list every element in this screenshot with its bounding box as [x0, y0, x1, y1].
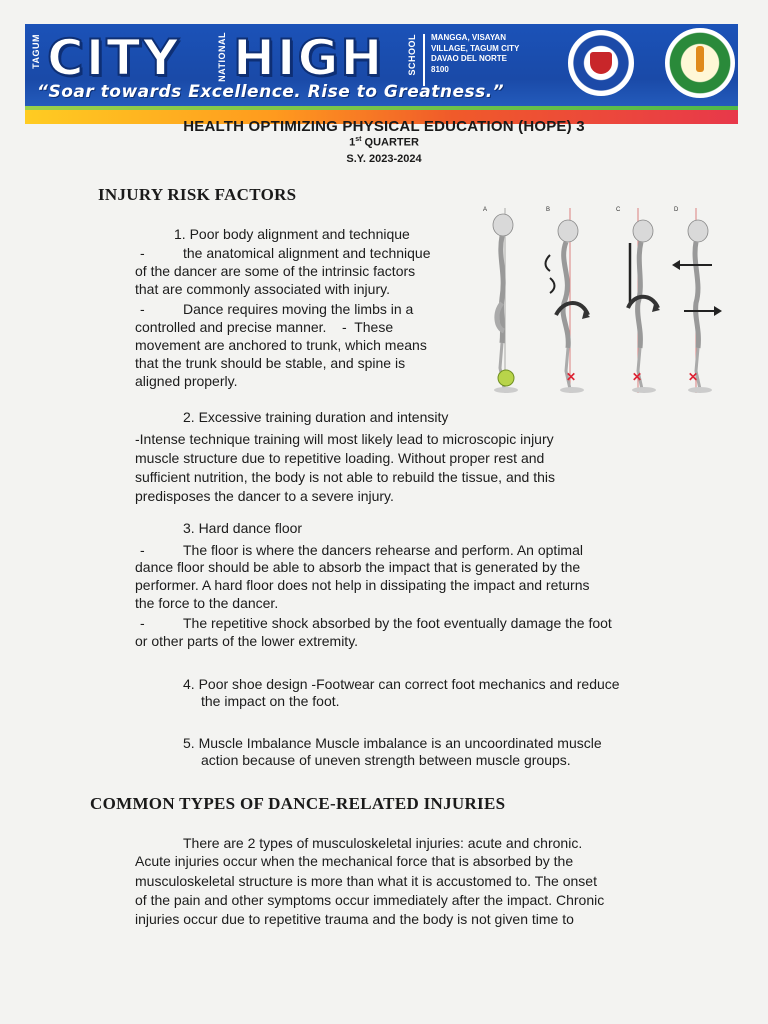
address-line: 8100 [431, 64, 449, 74]
school-seal-logo [665, 28, 735, 98]
skeleton-a-icon [493, 208, 518, 393]
bad-posture-x-icon: ✕ [632, 370, 643, 384]
header-vertical-tagum: TAGUM [31, 34, 41, 69]
item1-bullet1-line: of the dancer are some of the intrinsic factors [135, 263, 416, 279]
item4-line: the impact on the foot. [201, 693, 340, 709]
deped-seal-logo [568, 30, 634, 96]
section2-line: There are 2 types of musculoskeletal injuries: acute and chronic. [183, 835, 583, 851]
bullet-dash: - [140, 615, 145, 631]
school-address [431, 33, 571, 75]
item2-line: muscle structure due to repetitive loading. Without proper rest and [135, 450, 545, 466]
header-vertical-school: SCHOOL [407, 34, 417, 76]
section2-line: musculoskeletal structure is more than what it is accustomed to. The onset [135, 873, 597, 889]
item5-line: action because of uneven strength between muscle groups. [201, 752, 571, 768]
item1-bullet2-line: Dance requires moving the limbs in a [183, 301, 414, 317]
bullet-dash: - [140, 245, 145, 261]
item1-title: 1. Poor body alignment and technique [174, 226, 410, 242]
section-heading-risk-factors: INJURY RISK FACTORS [98, 185, 297, 204]
item3-bullet2-line: or other parts of the lower extremity. [135, 633, 359, 649]
item1-bullet2-line: movement are anchored to trunk, which means [135, 337, 427, 353]
figure-label-a: A [483, 207, 488, 213]
item1-bullet1-line: that are commonly associated with injury. [135, 281, 390, 297]
skeleton-d-icon [672, 208, 722, 393]
header-divider [423, 34, 425, 86]
item1-bullet2-line: controlled and precise manner. - These [135, 319, 394, 335]
figure-label-b: B [546, 207, 551, 213]
quarter-word: QUARTER [361, 136, 419, 149]
item3-bullet1-line: performer. A hard floor does not help in dissipating the impact and returns [135, 577, 590, 593]
item3-bullet1-line: The floor is where the dancers rehearse and perform. An optimal [183, 542, 583, 558]
item2-line: -Intense technique training will most likely lead to microscopic injury [135, 431, 554, 447]
item1-bullet2-line: that the trunk should be stable, and spine is [135, 355, 406, 371]
skeleton-c-icon [628, 208, 660, 393]
school-year: S.Y. 2023-2024 [346, 153, 422, 165]
header-vertical-national: NATIONAL [217, 32, 227, 82]
item4-line: 4. Poor shoe design -Footwear can correct foot mechanics and reduce [183, 676, 620, 692]
quarter-label [0, 136, 768, 149]
bad-posture-x-icon: ✕ [566, 370, 577, 384]
bad-posture-x-icon: ✕ [688, 370, 699, 384]
figure-label-c: C [616, 207, 621, 213]
figure-label-d: D [674, 207, 679, 213]
address-line: VILLAGE, TAGUM CITY [431, 43, 520, 53]
item2-line: sufficient nutrition, the body is not able to rebuild the tissue, and this [135, 469, 555, 485]
header-word-high: HIGH [233, 29, 385, 87]
item3-bullet1-line: dance floor should be able to absorb the impact that is generated by the [135, 559, 581, 575]
header-word-city: CITY [47, 29, 181, 87]
quarter-suffix: st [355, 136, 362, 143]
item3-bullet2-line: The repetitive shock absorbed by the foot eventually damage the foot [183, 615, 612, 631]
school-motto: “Soar towards Excellence. Rise to Greatness.” [37, 82, 505, 102]
bullet-dash: - [140, 542, 145, 558]
item3-title: 3. Hard dance floor [183, 520, 303, 536]
skeleton-b-icon [546, 208, 591, 393]
quarter-number: 1 [349, 136, 356, 149]
section2-line: Acute injuries occur when the mechanical force that is absorbed by the [135, 853, 574, 869]
address-line: DAVAO DEL NORTE [431, 54, 508, 63]
item2-line: predisposes the dancer to a severe injury. [135, 488, 394, 504]
item5-line: 5. Muscle Imbalance Muscle imbalance is an uncoordinated muscle [183, 735, 602, 751]
course-title: HEALTH OPTIMIZING PHYSICAL EDUCATION (HOPE) 3 [183, 118, 585, 135]
section-heading-injury-types: COMMON TYPES OF DANCE-RELATED INJURIES [90, 794, 506, 813]
good-posture-smiley-icon [498, 370, 514, 386]
school-header-banner [25, 24, 738, 124]
bullet-dash: - [140, 301, 145, 317]
posture-alignment-figure [478, 203, 728, 398]
item1-bullet1-line: the anatomical alignment and technique [183, 245, 431, 261]
section2-line: injuries occur due to repetitive trauma and the body is not given time to [135, 911, 574, 927]
item3-bullet1-line: the force to the dancer. [135, 595, 279, 611]
address-line: MANGGA, VISAYAN [431, 33, 506, 42]
item2-title: 2. Excessive training duration and intensity [183, 409, 449, 425]
section2-line: of the pain and other symptoms occur immediately after the impact. Chronic [135, 892, 605, 908]
item1-bullet2-line: aligned properly. [135, 373, 238, 389]
